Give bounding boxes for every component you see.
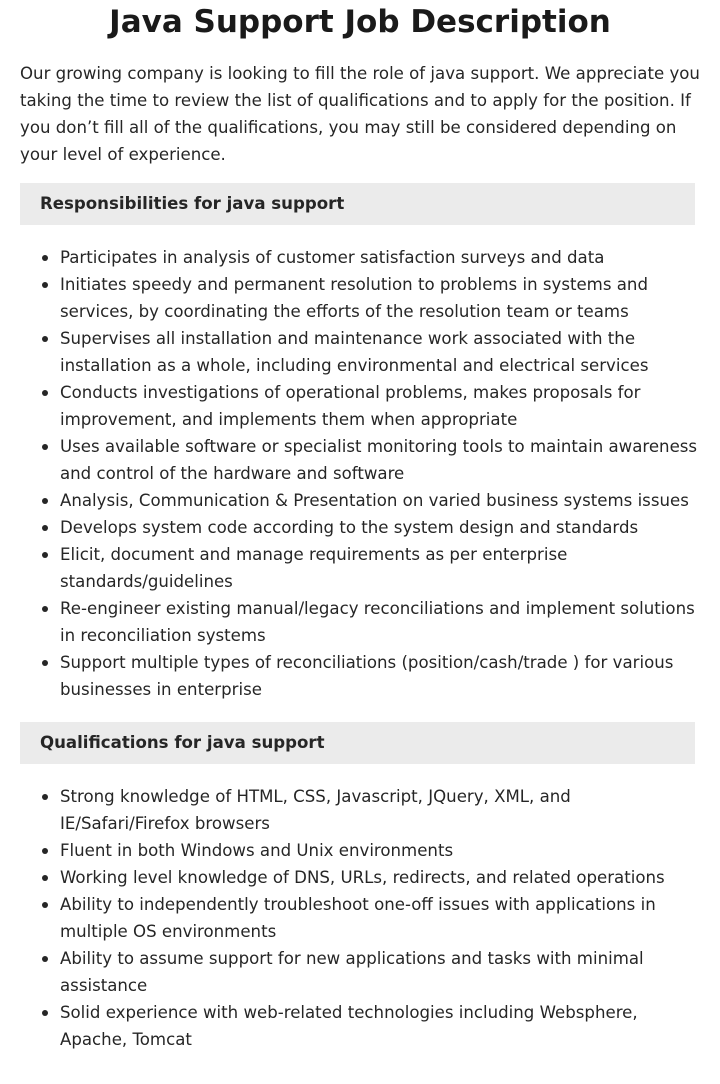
list-item: Uses available software or specialist monitoring tools to maintain awareness and control of the hardware and software bbox=[60, 433, 700, 487]
responsibilities-list bbox=[20, 244, 700, 703]
page-title: Java Support Job Description bbox=[109, 4, 611, 40]
qualifications-heading: Qualifications for java support bbox=[20, 722, 695, 764]
intro-paragraph: Our growing company is looking to fill the role of java support. We appreciate you taking the time to review the list of qualifications and to apply for the position. If you don’t fill all of the qualifications, you may still be considered depending on your level of experience. bbox=[20, 64, 700, 164]
list-item: Supervises all installation and maintenance work associated with the installation as a whole, including environmental and electrical services bbox=[60, 325, 700, 379]
list-item: Elicit, document and manage requirements as per enterprise standards/guidelines bbox=[60, 541, 700, 595]
list-item: Conducts investigations of operational problems, makes proposals for improvement, and implements them when appropriate bbox=[60, 379, 700, 433]
list-item: Working level knowledge of DNS, URLs, redirects, and related operations bbox=[60, 864, 700, 891]
list-item: Support multiple types of reconciliations (position/cash/trade ) for various businesses in enterprise bbox=[60, 649, 700, 703]
qualifications-list bbox=[20, 783, 700, 1053]
list-item: Fluent in both Windows and Unix environments bbox=[60, 837, 700, 864]
responsibilities-heading: Responsibilities for java support bbox=[20, 183, 695, 225]
list-item: Strong knowledge of HTML, CSS, Javascript, JQuery, XML, and IE/Safari/Firefox browsers bbox=[60, 783, 700, 837]
list-item: Develops system code according to the system design and standards bbox=[60, 514, 700, 541]
list-item: Analysis, Communication & Presentation on varied business systems issues bbox=[60, 487, 700, 514]
list-item: Ability to independently troubleshoot one-off issues with applications in multiple OS environments bbox=[60, 891, 700, 945]
list-item: Re-engineer existing manual/legacy reconciliations and implement solutions in reconciliation systems bbox=[60, 595, 700, 649]
list-item: Initiates speedy and permanent resolution to problems in systems and services, by coordinating the efforts of the resolution team or teams bbox=[60, 271, 700, 325]
list-item: Solid experience with web-related technologies including Websphere, Apache, Tomcat bbox=[60, 999, 700, 1053]
list-item: Participates in analysis of customer satisfaction surveys and data bbox=[60, 244, 700, 271]
list-item: Ability to assume support for new applications and tasks with minimal assistance bbox=[60, 945, 700, 999]
